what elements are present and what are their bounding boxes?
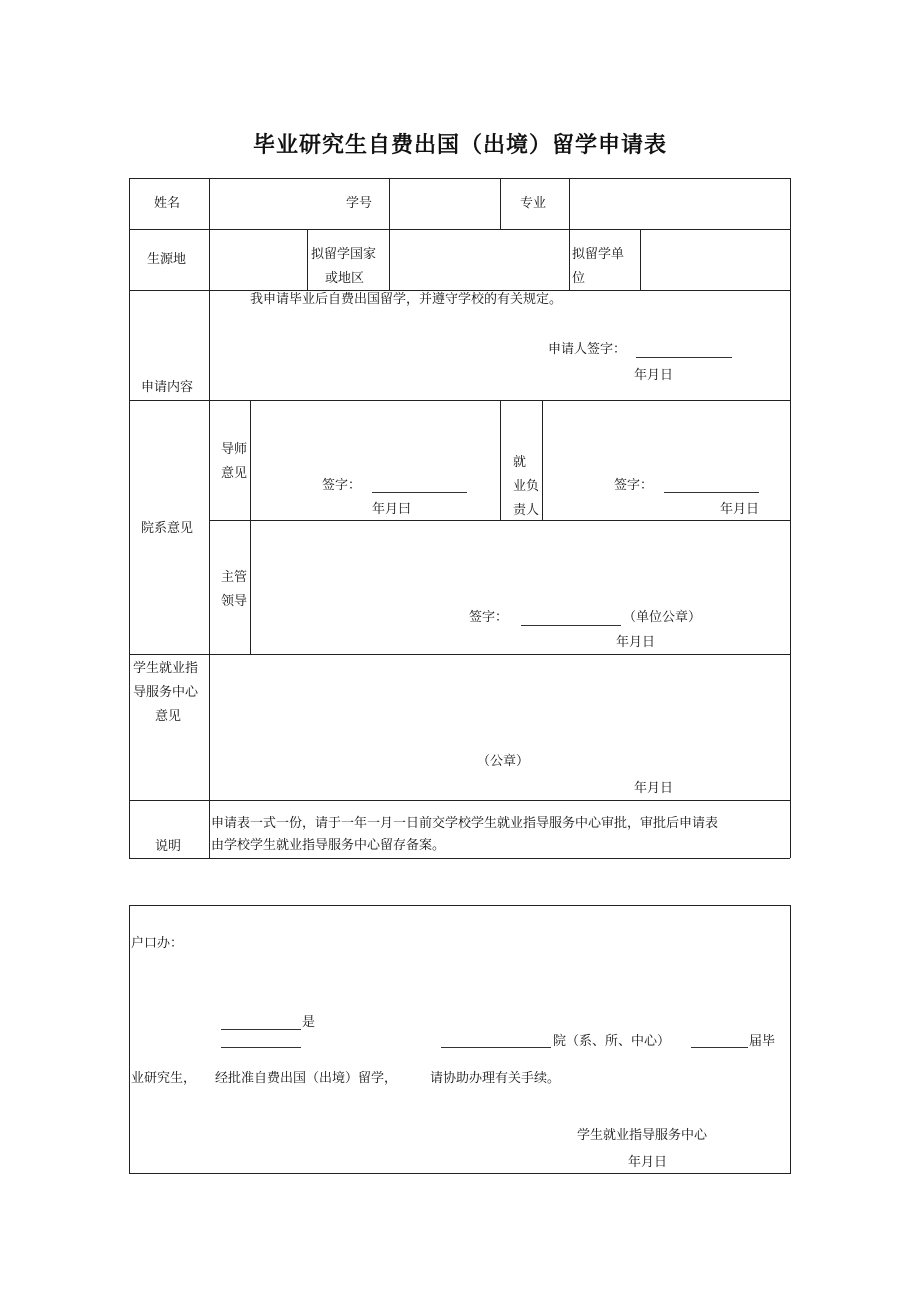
employment-date: 年月日 <box>720 502 760 517</box>
leader-date: 年月日 <box>616 635 656 650</box>
hukou-date: 年月日 <box>628 1155 668 1170</box>
employment-signature-label: 签字： <box>614 478 654 493</box>
notes-label: 说明 <box>155 839 182 854</box>
page-title: 毕业研究生自费出国（出境）留学申请表 <box>252 133 667 158</box>
is-text: 是 <box>302 1015 316 1030</box>
assist-text: 请协助办理有关手续。 <box>430 1071 561 1086</box>
notes-text-line1: 申请表一式一份，请于一年一月一日前交学校学生就业指导服务中心审批，审批后申请表 <box>211 816 719 831</box>
graduation-year-blank[interactable] <box>691 1047 748 1048</box>
college-blank[interactable] <box>441 1047 551 1048</box>
school-label: 拟留学单 位 <box>572 247 625 286</box>
graduate-text-start: 届毕 <box>749 1034 776 1049</box>
student-name-blank[interactable] <box>221 1029 301 1030</box>
department-label: 院系意见 <box>141 521 194 536</box>
center-seal-label: （公章） <box>477 754 530 769</box>
center-date: 年月日 <box>634 781 674 796</box>
student-id-label: 学号 <box>346 196 373 211</box>
notes-text-line2: 由学校学生就业指导服务中心留存备案。 <box>211 838 446 853</box>
advisor-signature-label: 签字： <box>322 478 362 493</box>
major-field[interactable] <box>570 180 789 228</box>
leader-signature-label: 签字： <box>469 610 509 625</box>
origin-label: 生源地 <box>147 252 187 267</box>
student-name-blank-2[interactable] <box>221 1047 301 1048</box>
hukou-office-label: 户口办： <box>131 936 184 951</box>
advisor-date: 年月曰 <box>372 502 412 517</box>
advisor-label: 导师 意见 <box>221 442 248 481</box>
application-statement: 我申请毕业后自费出国留学，并遵守学校的有关规定。 <box>250 292 563 307</box>
unit-seal-label: （单位公章） <box>623 610 702 625</box>
employment-signature-line[interactable] <box>664 492 759 493</box>
applicant-signature-label: 申请人签字： <box>548 342 627 357</box>
country-label: 拟留学国家 或地区 <box>311 247 377 286</box>
application-date: 年月日 <box>634 368 674 383</box>
employment-officer-label: 就 业负 责人 <box>513 455 540 518</box>
school-field[interactable] <box>641 230 789 289</box>
college-text: 院（系、所、中心） <box>553 1034 671 1049</box>
origin-field[interactable] <box>210 230 306 289</box>
country-field[interactable] <box>390 230 568 289</box>
issuing-organization: 学生就业指导服务中心 <box>577 1128 708 1143</box>
approved-text: 经批准自费出国（出境）留学， <box>215 1071 398 1086</box>
applicant-signature-line[interactable] <box>636 357 732 358</box>
advisor-signature-line[interactable] <box>372 492 467 493</box>
application-label: 申请内容 <box>141 380 194 395</box>
student-id-field[interactable] <box>390 180 499 228</box>
leader-label: 主管 领导 <box>221 570 248 609</box>
center-label: 学生就业指 导服务中心 意见 <box>133 661 199 724</box>
name-label: 姓名 <box>154 196 181 211</box>
name-field[interactable] <box>210 180 340 228</box>
graduate-text-end: 业研究生， <box>131 1071 197 1086</box>
leader-signature-line[interactable] <box>521 625 621 626</box>
major-label: 专业 <box>520 196 547 211</box>
